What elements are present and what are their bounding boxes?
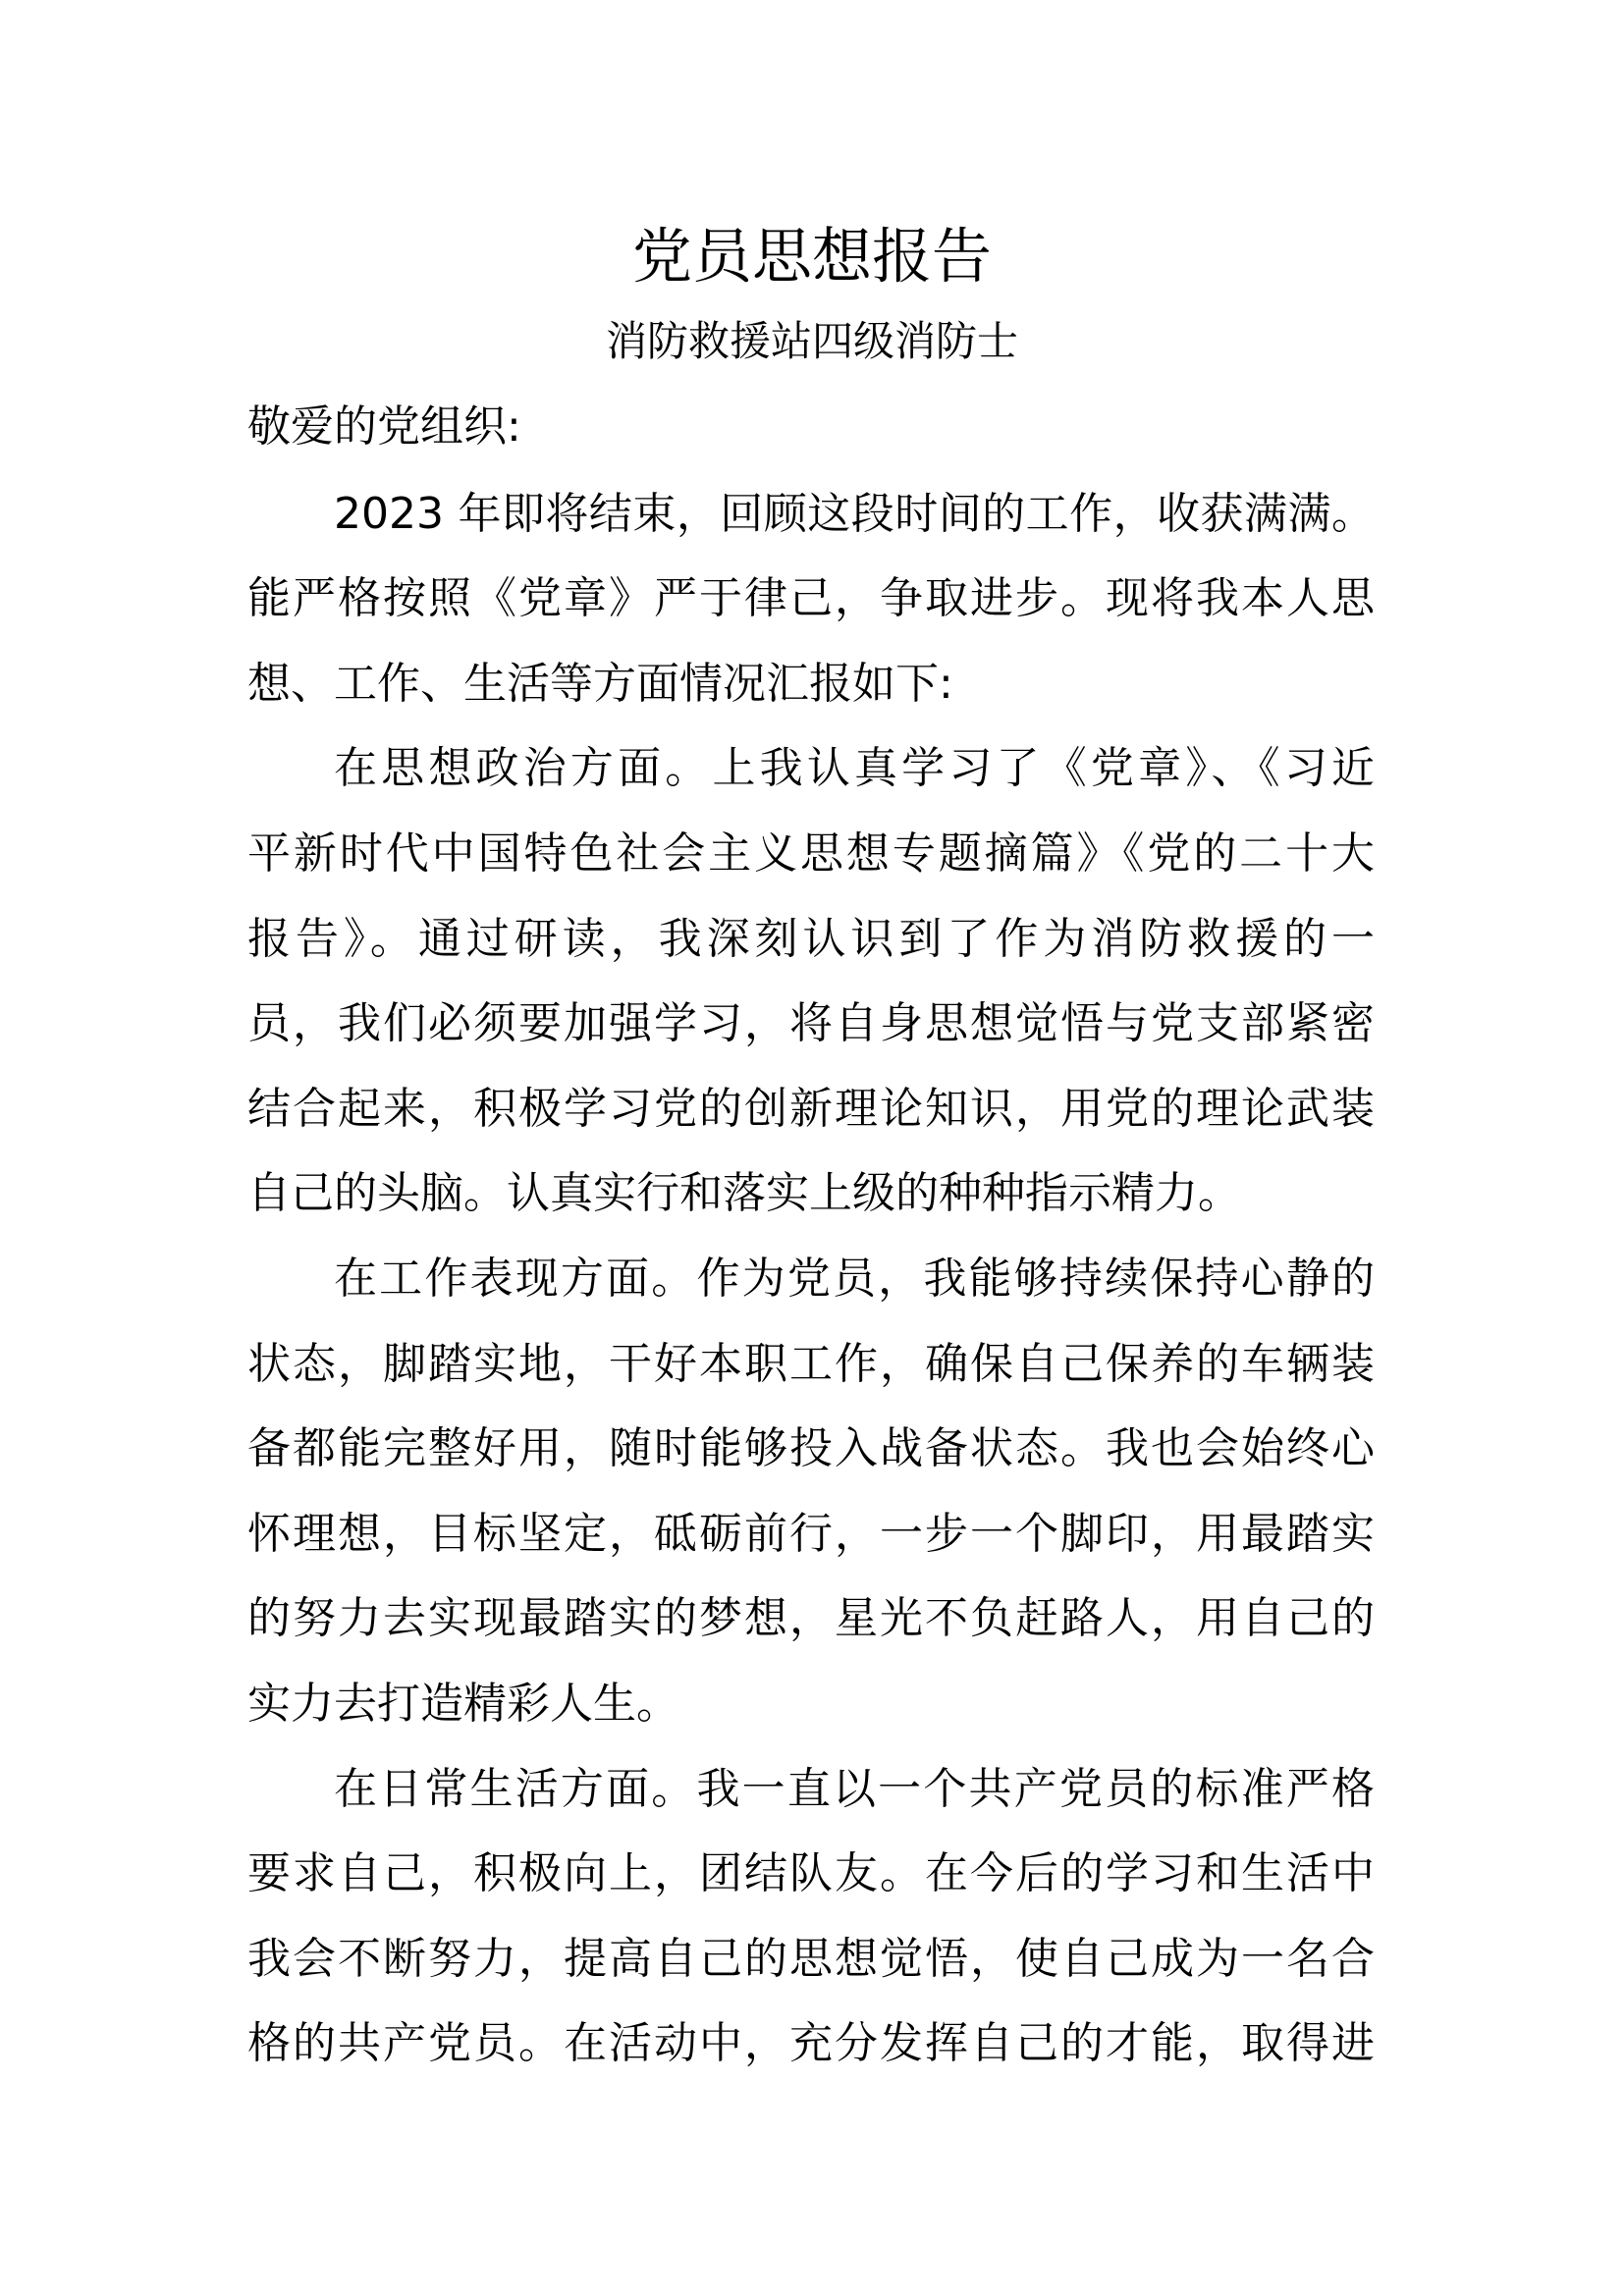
paragraph-line: 状态，脚踏实地，干好本职工作，确保自己保养的车辆装 <box>247 1338 1375 1389</box>
paragraph-daily-life <box>247 1755 1375 2095</box>
paragraph-line: 在工作表现方面。作为党员，我能够持续保持心静的 <box>334 1253 1375 1304</box>
paragraph-line: 我会不断努力，提高自己的思想觉悟，使自己成为一名合 <box>247 1933 1375 1984</box>
paragraph-line: 怀理想，目标坚定，砥砺前行，一步一个脚印，用最踏实 <box>247 1508 1375 1559</box>
paragraph-line: 自己的头脑。认真实行和落实上级的种种指示精力。 <box>247 1168 1241 1219</box>
paragraph-line: 报告》。通过研读，我深刻认识到了作为消防救援的一 <box>247 913 1375 964</box>
paragraph-line: 结合起来，积极学习党的创新理论知识，用党的理论武装 <box>247 1083 1375 1134</box>
paragraph-line: 想、工作、生活等方面情况汇报如下: <box>247 658 953 709</box>
paragraph-line: 实力去打造精彩人生。 <box>247 1678 679 1729</box>
paragraph-line: 能严格按照《党章》严于律己，争取进步。现将我本人思 <box>247 573 1375 624</box>
paragraph-line: 在思想政治方面。上我认真学习了《党章》、《习近 <box>334 743 1375 794</box>
paragraph-line: 要求自己，积极向上，团结队友。在今后的学习和生活中 <box>247 1848 1375 1899</box>
paragraph-work-performance <box>247 1245 1375 1755</box>
paragraph-intro <box>247 480 1375 735</box>
paragraph-line: 备都能完整好用，随时能够投入战备状态。我也会始终心 <box>247 1423 1375 1474</box>
report-body <box>247 393 1375 2095</box>
paragraph-line: 的努力去实现最踏实的梦想，星光不负赶路人，用自己的 <box>247 1593 1375 1644</box>
greeting: 敬爱的党组织: <box>247 401 521 452</box>
paragraph-line: 格的共产党员。在活动中，充分发挥自己的才能，取得进 <box>247 2018 1375 2069</box>
paragraph-line: 平新时代中国特色社会主义思想专题摘篇》《党的二十大 <box>247 828 1375 879</box>
paragraph-ideology-politics <box>247 734 1375 1245</box>
author-subtitle: 消防救援站四级消防士 <box>605 317 1018 365</box>
paragraph-line: 员，我们必须要加强学习，将自身思想觉悟与党支部紧密 <box>247 998 1375 1049</box>
paragraph-line: 2023 年即将结束，回顾这段时间的工作，收获满满。 <box>334 488 1375 539</box>
page-title: 党员思想报告 <box>631 222 992 292</box>
paragraph-line: 在日常生活方面。我一直以一个共产党员的标准严格 <box>334 1763 1375 1814</box>
